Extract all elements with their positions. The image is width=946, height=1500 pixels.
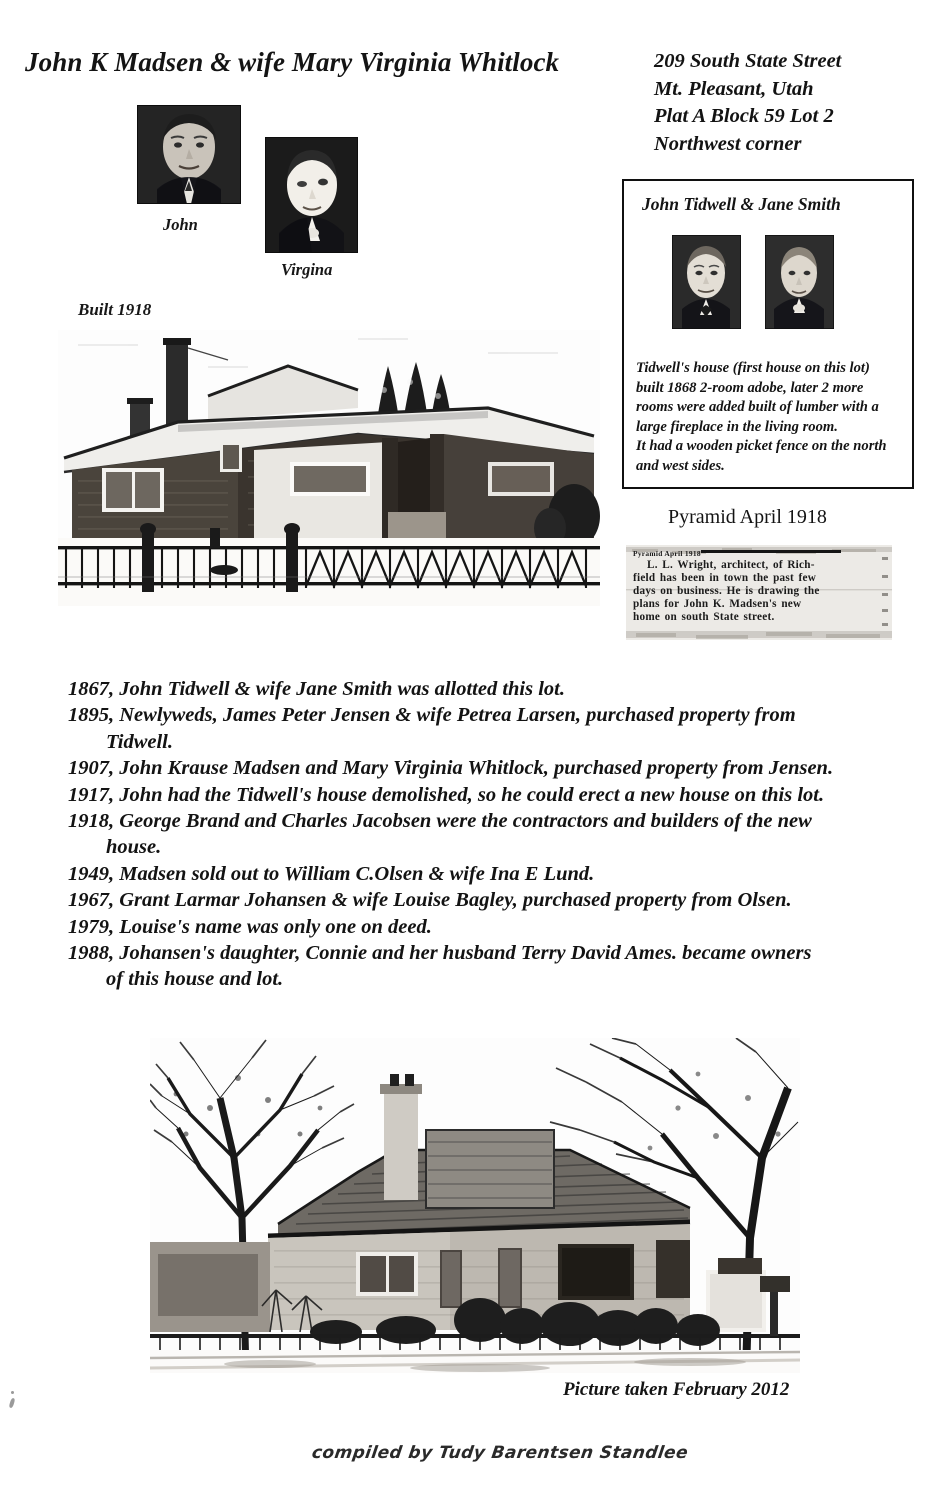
compiled-by-footer: compiled by Tudy Barentsen Standlee	[310, 1443, 690, 1463]
tidwell-caption-line: and west sides.	[636, 457, 725, 474]
portrait-photo-virginia	[265, 137, 358, 253]
chronology-item	[68, 940, 898, 993]
portrait-caption-virginia: Virgina	[281, 260, 333, 279]
chronology-item	[68, 782, 898, 808]
address-line-2: Mt. Pleasant, Utah	[654, 77, 814, 100]
chronology-item-text: 1988, Johansen's daughter, Connie and her husband Terry David Ames. became owners	[68, 942, 812, 965]
tidwell-caption-line: Tidwell's house (first house on this lot)	[636, 360, 870, 376]
chronology-item	[68, 808, 898, 861]
chronology-item-continuation: house.	[106, 836, 162, 859]
chronology-item-continuation: of this house and lot.	[106, 968, 284, 991]
portrait-photo-john	[137, 105, 241, 204]
house-photo-2012	[150, 1038, 800, 1373]
tidwell-caption-line: rooms were added built of lumber with a	[636, 399, 879, 416]
chronology-item-text: 1907, John Krause Madsen and Mary Virginia Whitlock, purchased property from Jensen.	[68, 757, 834, 780]
portrait-photo-jane-smith	[765, 235, 834, 329]
chronology-item	[68, 755, 898, 781]
house-photo-1918	[58, 330, 600, 606]
chronology-item-text: 1895, Newlyweds, James Peter Jensen & wife Petrea Larsen, purchased property from	[68, 704, 796, 727]
scan-speck	[11, 1391, 14, 1394]
chronology-list	[68, 676, 898, 993]
tidwell-caption-line: built 1868 2-room adobe, later 2 more	[636, 379, 864, 396]
tidwell-box	[622, 179, 914, 489]
clipping-line: home on south State street.	[633, 610, 775, 623]
address-block	[654, 48, 934, 158]
clipping-line: field has been in town the past few	[633, 571, 817, 584]
chronology-item	[68, 676, 898, 702]
clipping-line: L. L. Wright, architect, of Rich-	[647, 559, 815, 571]
page-title: John K Madsen & wife Mary Virginia Whitlock	[25, 47, 560, 77]
chronology-item-text: 1949, Madsen sold out to William C.Olsen & wife Ina E Lund.	[68, 862, 595, 885]
address-line-1: 209 South State Street	[654, 50, 842, 72]
clipping-line: plans for John K. Madsen's new	[633, 597, 802, 610]
chronology-item-text: 1979, Louise's name was only one on deed.	[68, 915, 432, 938]
address-line-4: Northwest corner	[654, 132, 802, 155]
clipping-kicker: Pyramid April 1918	[633, 549, 701, 558]
chronology-item	[68, 887, 898, 913]
scan-speck	[9, 1398, 16, 1409]
chronology-item-continuation: Tidwell.	[106, 730, 173, 753]
built-1918-caption: Built 1918	[78, 300, 152, 319]
tidwell-box-title: John Tidwell & Jane Smith	[642, 194, 841, 214]
chronology-item-text: 1967, Grant Larmar Johansen & wife Louise Bagley, purchased property from Olsen.	[68, 889, 792, 912]
clipping-line: days on business. He is drawing the	[633, 584, 820, 597]
tidwell-caption-line: large fireplace in the living room.	[636, 418, 838, 435]
pyramid-heading: Pyramid April 1918	[668, 506, 827, 528]
chronology-item-text: 1917, John had the Tidwell's house demolished, so he could erect a new house on this lot.	[68, 783, 825, 806]
tidwell-caption-line: It had a wooden picket fence on the north	[636, 438, 887, 455]
chronology-item	[68, 861, 898, 887]
address-line-3: Plat A Block 59 Lot 2	[654, 105, 834, 127]
newspaper-clipping	[626, 545, 892, 640]
portrait-caption-john: John	[163, 215, 198, 234]
portrait-photo-john-tidwell	[672, 235, 741, 329]
photo-2012-caption: Picture taken February 2012	[563, 1379, 790, 1400]
chronology-item	[68, 914, 898, 940]
chronology-item-text: 1918, George Brand and Charles Jacobsen were the contractors and builders of the new	[68, 810, 812, 833]
chronology-item	[68, 702, 898, 755]
clipping-body	[633, 559, 885, 624]
tidwell-caption	[636, 359, 908, 477]
chronology-item-text: 1867, John Tidwell & wife Jane Smith was allotted this lot.	[68, 678, 565, 700]
